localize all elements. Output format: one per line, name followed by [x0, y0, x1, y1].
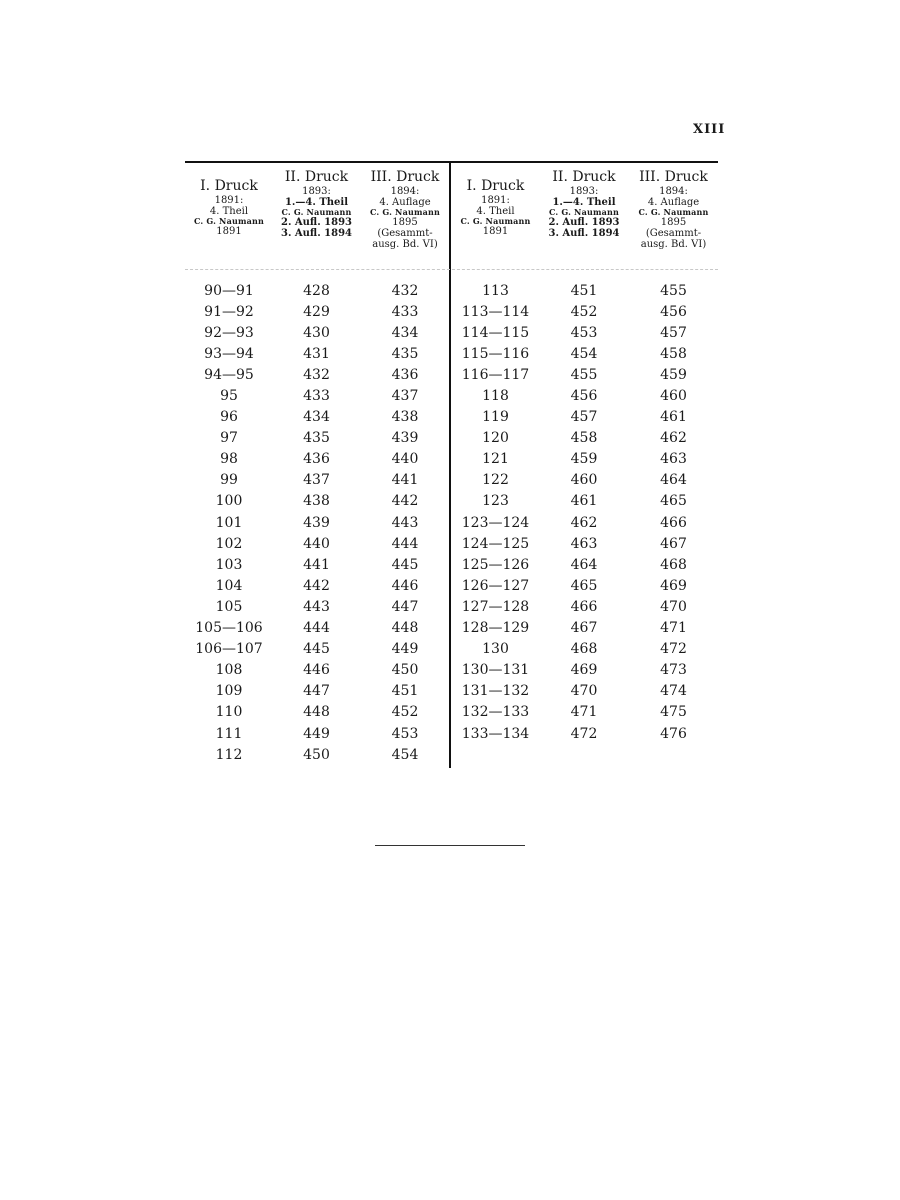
second-print-page: 431: [303, 345, 330, 362]
third-print-page: 466: [660, 514, 687, 531]
third-print-page: 470: [660, 598, 687, 615]
header-second-print: [539, 163, 629, 269]
first-print-page: 109: [215, 683, 243, 700]
first-print-page: 94—95: [204, 366, 254, 383]
table-row: [185, 407, 450, 428]
first-print-page: 96: [220, 409, 238, 426]
table-row: [185, 364, 450, 385]
second-print-page: 444: [303, 620, 330, 637]
table-right-half: [452, 163, 718, 744]
second-print-page: 430: [303, 324, 330, 341]
first-print-page: 99: [220, 472, 238, 489]
first-print-page: 91—92: [204, 303, 254, 320]
table-row: [185, 744, 450, 765]
first-print-page: 122: [482, 472, 509, 489]
second-print-page: 471: [570, 704, 598, 721]
first-print-page: 119: [482, 409, 509, 426]
second-print-page: 446: [303, 662, 330, 679]
first-print-page: 102: [215, 535, 243, 552]
first-print-page: 104: [215, 577, 243, 594]
table-row: [185, 723, 450, 744]
table-row: [185, 681, 450, 702]
table-row: [185, 470, 450, 491]
third-print-page: 440: [391, 451, 419, 468]
first-print-page: 130—131: [461, 662, 530, 679]
third-print-page: 473: [660, 662, 687, 679]
first-print-page: 105—106: [195, 620, 263, 637]
table-row: [185, 280, 450, 301]
third-print-page: 454: [391, 746, 419, 763]
header-title: I. Druck: [466, 178, 525, 194]
first-print-page: 114—115: [461, 324, 530, 341]
second-print-page: 452: [570, 303, 598, 320]
first-print-page: 131—132: [461, 683, 530, 700]
first-print-page: 123—124: [461, 514, 530, 531]
table-row: [452, 660, 718, 681]
first-print-page: 90—91: [204, 282, 254, 299]
table-row: [185, 702, 450, 723]
header-year: 1894:: [390, 185, 420, 197]
table-row: [185, 385, 450, 406]
header-collected: ausg. Bd. VI): [640, 239, 707, 251]
first-print-page: 106—107: [195, 641, 263, 658]
table-row: [185, 660, 450, 681]
header-collected: (Gesammt-: [377, 228, 433, 240]
third-print-page: 451: [391, 683, 419, 700]
third-print-page: 443: [391, 514, 419, 531]
first-print-page: 95: [220, 388, 238, 405]
first-print-page: 130: [482, 641, 509, 658]
header-third-print: [629, 163, 718, 269]
second-print-page: 472: [570, 725, 598, 742]
second-print-page: 447: [303, 683, 330, 700]
third-print-page: 460: [660, 388, 687, 405]
second-print-page: 456: [570, 388, 598, 405]
table-row: [452, 575, 718, 596]
table-row: [185, 554, 450, 575]
first-print-page: 120: [482, 430, 509, 447]
third-print-page: 461: [660, 409, 687, 426]
third-print-page: 450: [391, 662, 419, 679]
closing-rule: [375, 845, 525, 846]
second-print-page: 449: [303, 725, 330, 742]
table-row: [452, 596, 718, 617]
third-print-page: 442: [391, 493, 419, 510]
table-row: [452, 491, 718, 512]
second-print-page: 441: [303, 556, 330, 573]
third-print-page: 433: [391, 303, 419, 320]
third-print-page: 432: [391, 282, 419, 299]
second-print-page: 467: [570, 620, 598, 637]
table-row: [185, 449, 450, 470]
table-row: [452, 681, 718, 702]
page-number: XIII: [693, 122, 726, 137]
table-left-half: [185, 163, 450, 765]
table-row: [452, 533, 718, 554]
first-print-page: 101: [215, 514, 243, 531]
second-print-page: 433: [303, 388, 330, 405]
first-print-page: 110: [215, 704, 243, 721]
second-print-page: 428: [303, 282, 330, 299]
header-year: 1891:: [214, 194, 244, 206]
concordance-table: [185, 161, 718, 763]
third-print-page: 465: [660, 493, 687, 510]
header-edition: 2. Aufl. 1893: [280, 217, 352, 228]
second-print-page: 466: [570, 598, 598, 615]
third-print-page: 449: [391, 641, 419, 658]
header-publisher: C. G. Naumann: [638, 207, 709, 218]
third-print-page: 455: [660, 282, 687, 299]
first-print-page: 113—114: [461, 303, 530, 320]
header-title: III. Druck: [370, 169, 440, 185]
table-row: [452, 470, 718, 491]
first-print-page: 116—117: [461, 366, 530, 383]
header-part: 4. Theil: [476, 205, 515, 217]
third-print-page: 459: [660, 366, 687, 383]
header-year-note: 1891: [482, 226, 509, 237]
first-print-page: 128—129: [461, 620, 530, 637]
second-print-page: 432: [303, 366, 330, 383]
second-print-page: 436: [303, 451, 330, 468]
third-print-page: 474: [660, 683, 687, 700]
table-row: [185, 512, 450, 533]
header-year: 1891:: [481, 194, 510, 206]
header-edition: 2. Aufl. 1893: [548, 217, 620, 228]
first-print-page: 113: [482, 282, 509, 299]
third-print-page: 444: [391, 535, 419, 552]
table-row: [452, 280, 718, 301]
third-print-page: 456: [660, 303, 687, 320]
first-print-page: 126—127: [461, 577, 530, 594]
table-row: [185, 301, 450, 322]
second-print-page: 443: [303, 598, 330, 615]
table-row: [185, 428, 450, 449]
second-print-page: 461: [570, 493, 598, 510]
header-publisher: C. G. Naumann: [369, 207, 441, 218]
table-row: [452, 639, 718, 660]
third-print-page: 434: [391, 324, 419, 341]
table-row: [452, 343, 718, 364]
table-row: [185, 618, 450, 639]
second-print-page: 442: [303, 577, 330, 594]
first-print-page: 115—116: [461, 345, 530, 362]
first-print-page: 105: [215, 598, 243, 615]
first-print-page: 100: [215, 493, 243, 510]
first-print-page: 118: [482, 388, 509, 405]
header-first-print: [452, 163, 539, 269]
table-row: [185, 639, 450, 660]
header-edition: 3. Aufl. 1894: [548, 228, 620, 240]
first-print-page: 98: [220, 451, 238, 468]
second-print-page: 450: [303, 746, 330, 763]
second-print-page: 463: [570, 535, 598, 552]
third-print-page: 435: [391, 345, 419, 362]
header-collected: ausg. Bd. VI): [372, 239, 438, 251]
first-print-page: 132—133: [461, 704, 530, 721]
third-print-page: 467: [660, 535, 687, 552]
table-row: [185, 343, 450, 364]
header-publisher: C. G. Naumann: [193, 216, 265, 227]
second-print-page: 448: [303, 704, 330, 721]
table-body-left: [185, 270, 450, 765]
second-print-page: 464: [570, 556, 598, 573]
header-title: I. Druck: [200, 178, 258, 194]
first-print-page: 127—128: [461, 598, 530, 615]
header-edition: 4. Auflage: [379, 196, 431, 208]
header-year-note: 1895: [660, 217, 687, 228]
table-row: [452, 385, 718, 406]
second-print-page: 435: [303, 430, 330, 447]
header-first-print: [185, 163, 273, 269]
table-row: [185, 575, 450, 596]
header-publisher: C. G. Naumann: [281, 207, 352, 218]
first-print-page: 133—134: [461, 725, 530, 742]
table-row: [452, 554, 718, 575]
third-print-page: 439: [391, 430, 419, 447]
table-row: [452, 702, 718, 723]
second-print-page: 457: [570, 409, 598, 426]
header-publisher: C. G. Naumann: [460, 216, 531, 227]
second-print-page: 462: [570, 514, 598, 531]
first-print-page: 92—93: [204, 324, 254, 341]
third-print-page: 468: [660, 556, 687, 573]
table-row: [185, 533, 450, 554]
second-print-page: 455: [570, 366, 598, 383]
third-print-page: 453: [391, 725, 419, 742]
second-print-page: 437: [303, 472, 330, 489]
third-print-page: 438: [391, 409, 419, 426]
first-print-page: 112: [215, 746, 243, 763]
second-print-page: 465: [570, 577, 598, 594]
second-print-page: 439: [303, 514, 330, 531]
third-print-page: 452: [391, 704, 419, 721]
header-row: [185, 163, 450, 270]
table-row: [452, 723, 718, 744]
second-print-page: 434: [303, 409, 330, 426]
second-print-page: 469: [570, 662, 598, 679]
second-print-page: 440: [303, 535, 330, 552]
header-edition: 4. Auflage: [647, 196, 700, 208]
table-row: [452, 407, 718, 428]
third-print-page: 458: [660, 345, 687, 362]
table-row: [452, 449, 718, 470]
table-row: [452, 322, 718, 343]
first-print-page: 108: [215, 662, 243, 679]
header-year-note: 1891: [216, 226, 242, 237]
header-year-note: 1895: [392, 217, 418, 228]
second-print-page: 454: [570, 345, 598, 362]
third-print-page: 441: [391, 472, 419, 489]
header-title: III. Druck: [639, 169, 708, 185]
second-print-page: 468: [570, 641, 598, 658]
third-print-page: 469: [660, 577, 687, 594]
first-print-page: 93—94: [204, 345, 254, 362]
third-print-page: 445: [391, 556, 419, 573]
header-year: 1893:: [569, 185, 599, 197]
table-row: [452, 428, 718, 449]
first-print-page: 103: [215, 556, 243, 573]
third-print-page: 464: [660, 472, 687, 489]
second-print-page: 470: [570, 683, 598, 700]
table-row: [452, 364, 718, 385]
header-part: 1.—4. Theil: [284, 196, 349, 208]
second-print-page: 438: [303, 493, 330, 510]
second-print-page: 445: [303, 641, 330, 658]
first-print-page: 121: [482, 451, 509, 468]
first-print-page: 124—125: [461, 535, 530, 552]
first-print-page: 123: [482, 493, 509, 510]
header-third-print: [360, 163, 450, 269]
header-year: 1894:: [659, 185, 688, 197]
second-print-page: 460: [570, 472, 598, 489]
third-print-page: 463: [660, 451, 687, 468]
third-print-page: 436: [391, 366, 419, 383]
third-print-page: 457: [660, 324, 687, 341]
first-print-page: 97: [220, 430, 238, 447]
third-print-page: 448: [391, 620, 419, 637]
header-part: 1.—4. Theil: [552, 196, 616, 208]
header-second-print: [273, 163, 360, 269]
header-edition: 3. Aufl. 1894: [280, 228, 352, 240]
third-print-page: 475: [660, 704, 687, 721]
second-print-page: 451: [570, 282, 598, 299]
table-row: [452, 512, 718, 533]
header-title: II. Druck: [552, 169, 616, 185]
header-title: II. Druck: [284, 169, 349, 185]
table-row: [185, 596, 450, 617]
table-body-right: [452, 270, 718, 744]
table-row: [452, 301, 718, 322]
second-print-page: 459: [570, 451, 598, 468]
third-print-page: 472: [660, 641, 687, 658]
third-print-page: 446: [391, 577, 419, 594]
first-print-page: 111: [215, 725, 243, 742]
table-row: [452, 618, 718, 639]
header-row: [452, 163, 718, 270]
third-print-page: 471: [660, 620, 687, 637]
header-part: 4. Theil: [209, 205, 249, 217]
table-row: [185, 322, 450, 343]
header-collected: (Gesammt-: [645, 228, 702, 240]
second-print-page: 429: [303, 303, 330, 320]
third-print-page: 476: [660, 725, 687, 742]
first-print-page: 125—126: [461, 556, 530, 573]
third-print-page: 447: [391, 598, 419, 615]
table-row: [185, 491, 450, 512]
header-year: 1893:: [302, 185, 331, 197]
third-print-page: 437: [391, 388, 419, 405]
third-print-page: 462: [660, 430, 687, 447]
header-publisher: C. G. Naumann: [548, 207, 620, 218]
second-print-page: 458: [570, 430, 598, 447]
second-print-page: 453: [570, 324, 598, 341]
